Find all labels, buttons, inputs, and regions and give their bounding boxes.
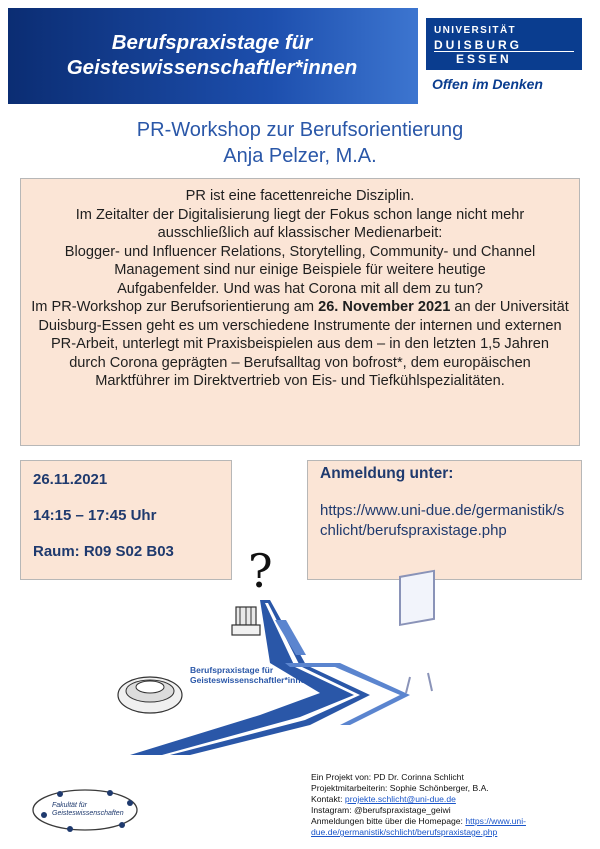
description-box [20,178,580,446]
description-line: Im Zeitalter der Digitalisierung liegt der Fokus schon lange nicht mehr [75,206,525,223]
description-paragraph-2: Im PR-Workshop zur Berufsorientierung am 26. November 2021 an der Universität Duisburg-Essen geht es um verschiedene Instrumente der internen und externen PR-Arbeit, unterlegt mit Praxisbeispielen aus dem – in den letzten 1,5 Jahren durch Corona geprägten – Berufsalltag von bofrost*, dem europäischen Marktführer im Direktvertrieb von Eis- und Tiefkühlspezialitäten. [31,299,569,389]
description-line: Aufgabenfelder. Und was hat Corona mit all dem zu tun? [117,280,483,297]
easel-icon [400,571,434,693]
speaker-name: Anja Pelzer, M.A. [223,145,377,167]
footer-contact: Kontakt: projekte.schlicht@uni-due.de [311,794,456,804]
footer-project: Ein Projekt von: PD Dr. Corinna Schlicht [311,772,464,782]
footer-staff: Projektmitarbeiterin: Sophie Schönberger, B.A. [311,783,489,793]
event-room: Raum: R09 S02 B03 [33,543,174,560]
footer-signup: Anmeldungen bitte über die Homepage: https://www.uni-due.de/germanistik/schlicht/berufspraxistage.php [311,816,526,837]
logo-box: UNIVERSITÄT DUISBURG ESSEN [426,18,582,70]
event-time: 14:15 – 17:45 Uhr [33,507,157,524]
faculty-name: Fakultät für Geisteswissenschaften [52,802,124,817]
illustration-label: Berufspraxistage für Geisteswissenschaftler*innen [190,665,311,685]
footer-info [311,772,600,838]
registration-url[interactable]: https://www.uni-due.de/germanistik/schlicht/berufspraxistage.php [320,502,565,539]
footer-instagram: Instagram: @berufspraxistage_geiwi [311,805,451,815]
description-line: Blogger- und Influencer Relations, Storytelling, Community- und Channel [64,243,536,260]
homepage-link[interactable]: https://www.uni-due.de/germanistik/schlicht/berufspraxistage.php [311,816,526,837]
books-icon [232,607,260,635]
event-date: 26.11.2021 [33,471,108,488]
contact-email-link[interactable]: projekte.schlicht@uni-due.de [344,794,456,804]
description-line: ausschließlich auf klassischer Medienarbeit: [157,225,443,241]
career-path-illustration [110,545,440,755]
description-line: PR ist eine facettenreiche Disziplin. [185,188,415,204]
highlight-date: 26. November 2021 [318,299,451,315]
description-line: Management sind nur einige Beispiele für weitere heutige [114,262,486,278]
banner-title: Berufspraxistage für Geisteswissenschaftler*innen [66,31,358,79]
workshop-title: PR-Workshop zur Berufsorientierung [136,119,464,141]
amphitheater-icon [118,677,182,713]
question-mark-icon: ? [248,545,273,598]
university-logo [418,8,592,104]
logo-slogan: Offen im Denken [432,76,543,92]
registration-heading: Anmeldung unter: [320,465,454,482]
